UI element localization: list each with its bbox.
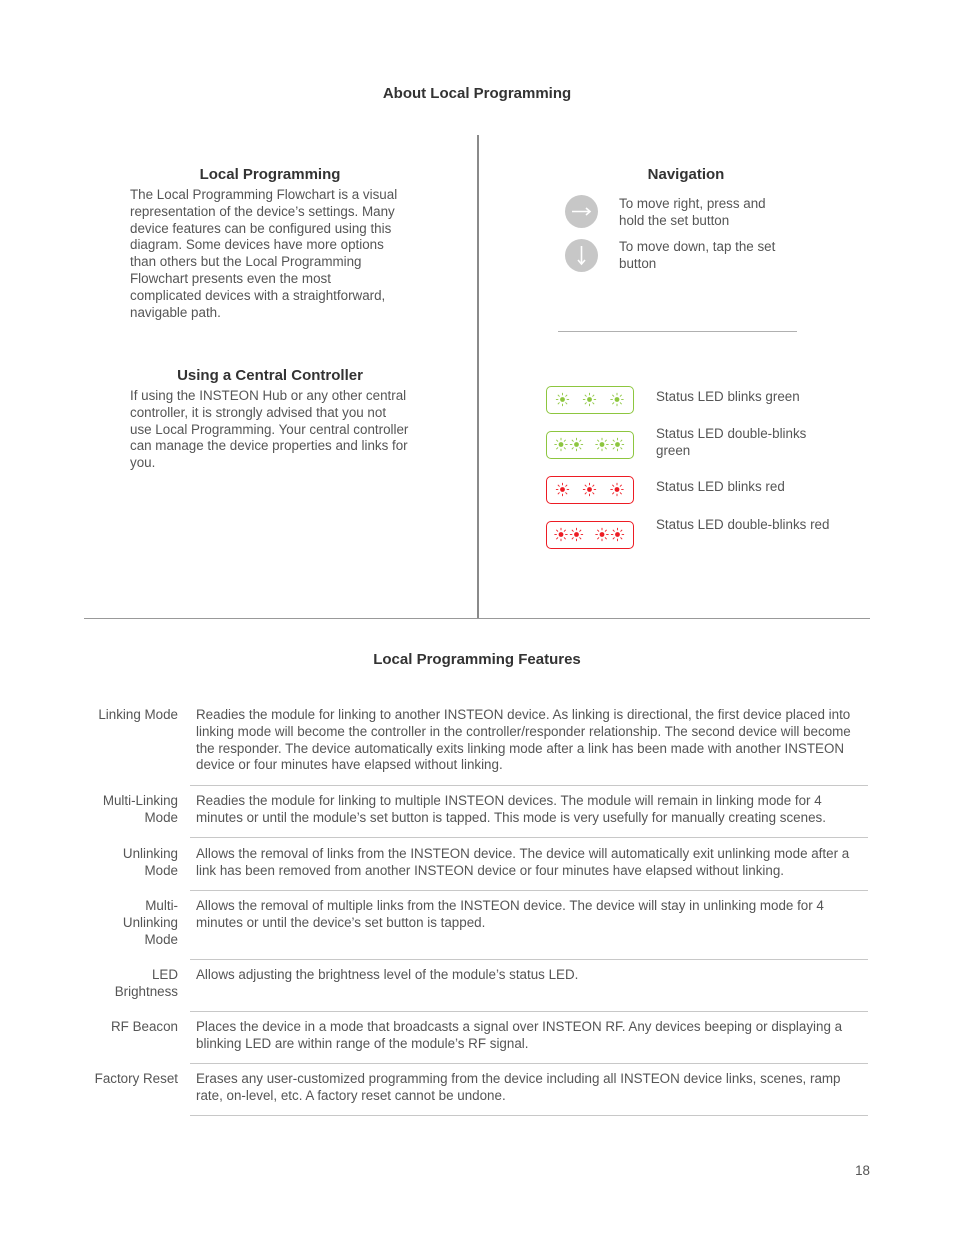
led-light-icon — [556, 393, 569, 406]
led-light-icon — [556, 483, 569, 496]
feature-name: Multi-Unlinking Mode — [122, 898, 178, 947]
led-light-icon — [583, 393, 596, 406]
feature-name: Unlinking Mode — [122, 846, 178, 878]
feature-row-divider — [190, 785, 868, 786]
led-blinks-red-icon — [546, 476, 634, 504]
led-double-blinks-green-icon — [546, 431, 634, 459]
feature-row-divider — [190, 837, 868, 838]
feature-description: Allows the removal of multiple links from the INSTEON device. The device will stay in unlinking mode for 4 minutes or until the device’s set button is tapped. — [196, 898, 824, 930]
led-light-icon — [583, 483, 596, 496]
feature-name: Factory Reset — [94, 1071, 178, 1086]
led-light-icon — [554, 438, 567, 451]
local-programming-text: The Local Programming Flowchart is a visual representation of the device’s settings. Many device features can be configured using this diagram. Some devices have more options than others but the Local Programming Flowchart presents even the most complicated devices with a straightforward, navigable path. — [130, 187, 398, 320]
led-double-blinks-red-label: Status LED double-blinks red — [656, 517, 830, 532]
features-heading: Local Programming Features — [373, 651, 581, 668]
led-light-icon — [611, 438, 624, 451]
feature-name: RF Beacon — [111, 1019, 178, 1034]
central-controller-text: If using the INSTEON Hub or any other central controller, it is strongly advised that you not use Local Programming. Your central controller can manage the device properties and links for you. — [130, 388, 409, 471]
led-light-icon — [595, 438, 608, 451]
vertical-divider — [477, 135, 479, 618]
led-light-icon — [610, 483, 623, 496]
led-double-blinks-green-label: Status LED double-blinks green — [656, 426, 807, 458]
arrow-right-icon — [565, 195, 598, 228]
led-light-icon — [610, 393, 623, 406]
nav-move-right-text: To move right, press and hold the set button — [619, 196, 766, 228]
feature-row-divider — [190, 1063, 868, 1064]
feature-row-divider — [190, 1011, 868, 1012]
feature-row-divider — [190, 1115, 868, 1116]
feature-description: Places the device in a mode that broadcasts a signal over INSTEON RF. Any devices beeping or displaying a blinking LED are within range of the module’s RF signal. — [196, 1019, 843, 1051]
led-blinks-green-icon — [546, 386, 634, 414]
led-light-icon — [554, 528, 567, 541]
led-blinks-red-label: Status LED blinks red — [656, 479, 785, 494]
feature-row-divider — [190, 959, 868, 960]
page-title: About Local Programming — [382, 85, 572, 102]
arrow-down-icon — [565, 239, 598, 272]
local-programming-heading: Local Programming — [199, 166, 341, 183]
led-double-blinks-red-icon — [546, 521, 634, 549]
nav-move-down-text: To move down, tap the set button — [619, 239, 776, 271]
led-light-icon — [595, 528, 608, 541]
led-blinks-green-label: Status LED blinks green — [656, 389, 800, 404]
feature-description: Allows adjusting the brightness level of the module’s status LED. — [196, 967, 579, 982]
page-number: 18 — [855, 1163, 870, 1178]
feature-row-divider — [190, 890, 868, 891]
feature-name: Multi-Linking Mode — [102, 793, 178, 825]
feature-name: Linking Mode — [98, 707, 178, 722]
feature-description: Readies the module for linking to another INSTEON device. As linking is directional, the first device placed into linking mode will become the controller in the controller/responder relationship. The second device will become the responder. The device automatically exits linking mode after a link has been made with another INSTEON device or four minutes have elapsed without linking. — [196, 707, 851, 773]
led-light-icon — [611, 528, 624, 541]
feature-description: Readies the module for linking to multiple INSTEON devices. The module will remain in linking mode for 4 minutes or until the module’s set button is tapped. This mode is very usefully for manually creating scenes. — [196, 793, 826, 825]
feature-description: Allows the removal of links from the INSTEON device. The device will automatically exit unlinking mode after a link has been removed from another INSTEON device or four minutes have elapsed without linking. — [196, 846, 850, 878]
navigation-divider — [558, 331, 797, 332]
led-light-icon — [570, 438, 583, 451]
central-controller-heading: Using a Central Controller — [177, 367, 363, 384]
navigation-heading: Navigation — [647, 166, 725, 183]
led-light-icon — [570, 528, 583, 541]
feature-name: LED Brightness — [114, 967, 178, 999]
feature-description: Erases any user-customized programming from the device including all INSTEON device links, scenes, ramp rate, on-level, etc. A factory reset cannot be undone. — [196, 1071, 841, 1103]
horizontal-divider — [84, 618, 870, 619]
